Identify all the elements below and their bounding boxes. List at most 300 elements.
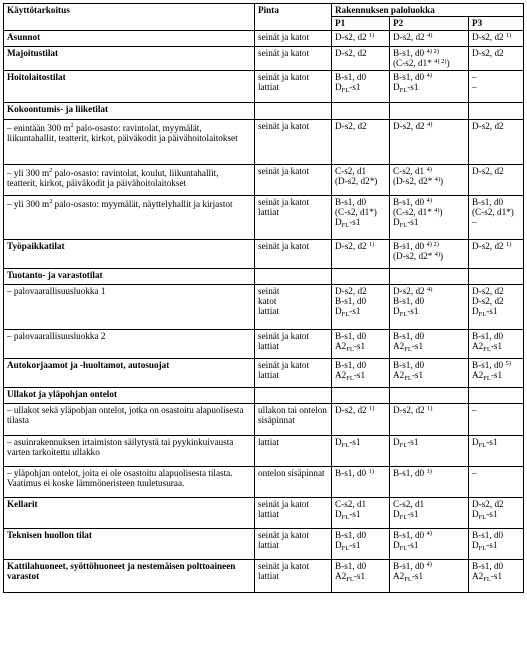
class-value-text: C-s2, d1 (393, 165, 427, 176)
table-row-majoitustilat (4, 46, 524, 70)
class-value-text: – (472, 82, 477, 93)
class-value (393, 341, 465, 354)
class-value-text: D-s2, d2 (335, 404, 369, 415)
class-value (472, 217, 520, 227)
subscript-text: FL (404, 576, 412, 584)
class-value-text: (C-s2, d1* (393, 58, 435, 69)
class-value-text: D-s2, d2 (335, 240, 369, 251)
class-value (335, 571, 386, 584)
class-value (472, 540, 520, 553)
surface-cell (255, 528, 332, 559)
header-use: Käyttötarkoitus (4, 4, 255, 31)
surface-text: seinät ja katot (258, 165, 310, 176)
class-value (393, 82, 465, 95)
class-value-tail: -s1 (407, 436, 419, 447)
class-value-text: D-s2, d2 (472, 165, 504, 176)
class-cell-p1 (332, 268, 390, 284)
subscript-text: FL (346, 375, 354, 383)
class-cell-p2 (390, 195, 469, 239)
surface-text: seinät ja katot (258, 359, 310, 370)
class-value-text: (D-s2, d2*) (335, 176, 378, 187)
class-value-text: B-s1, d0 (393, 467, 427, 478)
class-value (335, 370, 386, 383)
surface-cell (255, 329, 332, 358)
use-cell (4, 239, 255, 268)
table-row-tekninen (4, 528, 524, 559)
surface-cell (255, 164, 332, 195)
class-value-tail: -s1 (407, 82, 419, 93)
class-value (472, 509, 520, 522)
class-cell-p3 (469, 46, 524, 70)
footnote-ref: 4) (426, 71, 432, 79)
class-value-text: A2 (335, 341, 347, 352)
class-cell-p2 (390, 30, 469, 46)
class-value-text: D-s2, d2 (472, 120, 504, 131)
surface-text: lattiat (258, 540, 279, 551)
class-value-text: D-s2, d2 (472, 498, 504, 509)
class-value-text: D-s2, d2 (472, 296, 504, 307)
class-value (472, 437, 520, 447)
class-value (393, 197, 465, 207)
class-value-text: B-s1, d0 (393, 296, 425, 307)
class-value-tail: -s1 (486, 540, 498, 551)
class-value-text: – (472, 467, 477, 478)
class-value-text: C-s2, d1 (335, 165, 367, 176)
class-cell-p2 (390, 497, 469, 528)
class-value (335, 540, 386, 553)
class-value-tail: ) (439, 207, 443, 218)
subscript-text: FL (341, 514, 350, 522)
footnote-ref: 4) (426, 120, 433, 128)
footnote-ref: 4) (426, 196, 432, 204)
surface-cell (255, 358, 332, 387)
class-value (393, 121, 465, 131)
class-cell-p1 (332, 497, 390, 528)
surface-cell (255, 239, 332, 268)
class-cell-p3 (469, 528, 524, 559)
class-cell-p2 (390, 528, 469, 559)
class-value-text: A2 (335, 370, 347, 381)
surface-cell (255, 497, 332, 528)
subscript-text: FL (399, 87, 408, 95)
table-row-kokoontumis (4, 102, 524, 119)
table-row-palovaara2 (4, 329, 524, 358)
class-value (472, 468, 520, 478)
footnote-ref: 1) (426, 467, 432, 475)
class-cell-p1 (332, 284, 390, 329)
subscript-text: FL (341, 441, 350, 449)
class-value-text: (D-s2, d2* (393, 176, 435, 187)
class-value-text: D (393, 82, 400, 93)
class-value-text: (D-s2, d2* (393, 251, 435, 262)
class-cell-p2 (390, 268, 469, 284)
class-value (335, 82, 386, 95)
class-value (335, 176, 386, 186)
class-value (335, 331, 386, 341)
subscript-text: FL (341, 87, 350, 95)
class-value (472, 341, 520, 354)
class-value-text: D-s2, d2 (335, 31, 369, 42)
use-text: – yli 300 $m^2$ palo-osasto: ravintolat, koulut, liikuntahallit, teatterit, kirkot, päiväkodit ja päivähoitolaitokset (7, 166, 219, 189)
class-value (335, 296, 386, 306)
class-value (472, 561, 520, 571)
table-row-tuotanto (4, 268, 524, 284)
class-value (335, 32, 386, 42)
footnote-ref: 4) 2) (434, 58, 447, 66)
table-row-kok-yli300b (4, 195, 524, 239)
class-value-tail: -s1 (407, 306, 419, 317)
class-cell-p3 (469, 102, 524, 119)
surface-text: seinät ja katot (258, 498, 310, 509)
subscript-text: FL (399, 514, 408, 522)
table-row-ullakot-c (4, 466, 524, 497)
class-cell-p3 (469, 195, 524, 239)
table-row-palovaara1 (4, 284, 524, 329)
use-text: – enintään 300 $m^2$ palo-osasto: ravintolat, myymälät, liikuntahallit, teatterit, kirkot, päiväkodit ja päivähoitolaitokset (7, 121, 238, 144)
class-value (472, 207, 520, 217)
class-cell-p3 (469, 559, 524, 592)
class-value (472, 405, 520, 415)
class-value-text: D-s2, d2 (472, 47, 504, 58)
class-value (472, 72, 520, 82)
class-cell-p2 (390, 102, 469, 119)
class-value (335, 360, 386, 370)
class-value (393, 58, 465, 68)
subscript-text: FL (404, 346, 412, 354)
class-value (393, 251, 465, 261)
class-value (472, 32, 520, 42)
use-text: – yli 300 $m^2$ palo-osasto: myymälät, näyttelyhallit ja kirjastot (7, 197, 233, 209)
class-value-tail: -s1 (407, 509, 419, 520)
class-value-text: D (472, 509, 479, 520)
footnote-ref: 4) (434, 207, 440, 215)
use-text: Työpaikkatilat (7, 240, 65, 251)
class-cell-p3 (469, 119, 524, 164)
use-text: – palovaarallisuusluokka 1 (7, 285, 106, 296)
use-text: – palovaarallisuusluokka 2 (7, 330, 106, 341)
class-value-tail: -s1 (407, 217, 419, 228)
class-value-text: D-s2, d2 (335, 120, 367, 131)
class-cell-p1 (332, 358, 390, 387)
class-cell-p1 (332, 195, 390, 239)
class-value (393, 207, 465, 217)
class-value-text: B-s1, d0 (393, 529, 427, 540)
class-cell-p1 (332, 435, 390, 466)
subscript-text: FL (483, 346, 491, 354)
subscript-text: FL (478, 514, 487, 522)
class-cell-p1 (332, 466, 390, 497)
class-value-text: B-s1, d0 (335, 529, 367, 540)
class-cell-p3 (469, 164, 524, 195)
surface-cell (255, 70, 332, 102)
class-value-text: A2 (393, 370, 405, 381)
use-cell (4, 358, 255, 387)
subscript-text: FL (478, 441, 487, 449)
use-text: Ullakot ja yläpohjan ontelot (7, 388, 118, 399)
class-value-text: D-s2, d2 (335, 47, 367, 58)
class-value-text: D (335, 436, 342, 447)
class-value-text: A2 (335, 571, 347, 582)
class-value-text: D (472, 306, 479, 317)
table-row-autokorjaamot (4, 358, 524, 387)
footnote-ref: 4) (434, 251, 441, 259)
surface-text: ullakon tai ontelon sisäpinnat (258, 404, 327, 426)
table-row-ullakot-b (4, 435, 524, 466)
class-value-text: A2 (393, 341, 405, 352)
subscript-text: FL (341, 222, 350, 230)
class-cell-p2 (390, 435, 469, 466)
class-value-tail: -s1 (349, 509, 361, 520)
surface-cell (255, 195, 332, 239)
class-cell-p1 (332, 70, 390, 102)
class-cell-p2 (390, 466, 469, 497)
header-p2: P2 (390, 17, 469, 30)
class-value (472, 121, 520, 131)
exponent: 2 (49, 197, 53, 205)
class-value-text: D-s2, d2 (393, 120, 427, 131)
class-cell-p1 (332, 30, 390, 46)
class-cell-p3 (469, 435, 524, 466)
class-value-text: B-s1, d0 (393, 359, 425, 370)
class-cell-p2 (390, 358, 469, 387)
class-value-text: D-s2, d2 (472, 240, 506, 251)
subscript-text: FL (341, 545, 350, 553)
use-cell (4, 46, 255, 70)
subscript-text: FL (341, 311, 350, 319)
class-value-text: D (335, 306, 342, 317)
table-row-kattila (4, 559, 524, 592)
class-value-text: B-s1, d0 (335, 196, 367, 207)
use-text: Autokorjaamot ja -huoltamot, autosuojat (7, 359, 170, 370)
surface-text: seinät ja katot (258, 47, 310, 58)
table-row-asunnot (4, 30, 524, 46)
class-value-tail: -s1 (411, 341, 424, 352)
subscript-text: FL (478, 545, 487, 553)
surface-text: ontelon sisäpinnat (258, 467, 325, 478)
class-value-text: D (335, 509, 342, 520)
header-p3: P3 (469, 17, 524, 30)
class-value-tail: -s1 (353, 341, 366, 352)
class-value (335, 499, 386, 509)
use-cell (4, 102, 255, 119)
use-text: – asuinrakennuksen irtaimiston säilytystä tai pyykinkuivausta varten tarkoitettu ullakko (7, 436, 234, 458)
surface-text: lattiat (258, 571, 279, 582)
class-value-tail: -s1 (490, 370, 503, 381)
class-value (335, 48, 386, 58)
footnote-ref: 4) (426, 165, 432, 173)
class-value (335, 286, 386, 296)
use-cell (4, 435, 255, 466)
class-cell-p3 (469, 387, 524, 403)
class-value (393, 217, 465, 230)
surface-text: seinät ja katot (258, 330, 310, 341)
class-value (393, 509, 465, 522)
footnote-ref: 4) (426, 560, 432, 568)
class-value-tail: -s1 (486, 509, 498, 520)
class-value-tail: -s1 (353, 571, 366, 582)
class-value (335, 121, 386, 131)
class-value-text: A2 (472, 370, 484, 381)
class-cell-p1 (332, 119, 390, 164)
footnote-ref: 5) (505, 359, 511, 367)
class-value-text: D (472, 436, 479, 447)
class-value-text: B-s1, d0 (393, 71, 427, 82)
class-value-text: (C-s2, d1*) (472, 207, 514, 218)
table-row-hoitolaitostilat (4, 70, 524, 102)
class-value (393, 286, 465, 296)
class-value-tail: ) (446, 58, 450, 69)
class-value-text: (C-s2, d1* (393, 207, 435, 218)
class-value (472, 48, 520, 58)
class-cell-p2 (390, 559, 469, 592)
class-value-tail: -s1 (490, 341, 503, 352)
use-text: Tuotanto- ja varastotilat (7, 269, 103, 280)
use-cell (4, 284, 255, 329)
class-value (393, 370, 465, 383)
class-value-text: B-s1, d0 (393, 240, 427, 251)
class-value-text: B-s1, d0 (335, 330, 367, 341)
class-value (335, 561, 386, 571)
class-cell-p2 (390, 164, 469, 195)
class-value-text: (C-s2, d1*) (335, 207, 377, 218)
class-value (393, 32, 465, 42)
class-cell-p1 (332, 164, 390, 195)
class-value-text: D-s2, d2 (393, 31, 427, 42)
use-cell (4, 164, 255, 195)
class-value (335, 241, 386, 251)
class-value (335, 405, 386, 415)
footnote-ref: 1) (368, 31, 375, 39)
use-cell (4, 528, 255, 559)
table-row-kellarit (4, 497, 524, 528)
subscript-text: FL (483, 576, 491, 584)
use-cell (4, 329, 255, 358)
class-value-text: B-s1, d0 (472, 560, 504, 571)
subscript-text: FL (346, 576, 354, 584)
class-value-tail: -s1 (349, 436, 361, 447)
class-value-text: B-s1, d0 (393, 47, 427, 58)
class-value-text: A2 (472, 571, 484, 582)
use-cell (4, 497, 255, 528)
class-value-text: B-s1, d0 (472, 330, 504, 341)
surface-text: katot (258, 296, 277, 307)
surface-text: seinät ja katot (258, 560, 310, 571)
surface-cell (255, 435, 332, 466)
class-value-text: B-s1, d0 (472, 359, 506, 370)
surface-text: lattiat (258, 306, 279, 317)
class-cell-p3 (469, 284, 524, 329)
class-value-tail: -s1 (411, 571, 424, 582)
subscript-text: FL (399, 222, 408, 230)
class-value (335, 509, 386, 522)
class-value (472, 306, 520, 319)
surface-text: seinät ja katot (258, 120, 310, 131)
class-value-text: D (335, 217, 342, 228)
surface-text: lattiat (258, 341, 279, 352)
exponent: 2 (70, 121, 74, 129)
class-value-text: D (393, 540, 400, 551)
surface-cell (255, 268, 332, 284)
class-value (393, 530, 465, 540)
subscript-text: FL (399, 441, 408, 449)
class-value (472, 331, 520, 341)
class-value-text: D-s2, d2 (393, 404, 427, 415)
surface-cell (255, 46, 332, 70)
use-cell (4, 30, 255, 46)
class-value-tail: ) (440, 251, 444, 262)
use-cell (4, 195, 255, 239)
use-text: Hoitolaitostilat (7, 71, 66, 82)
class-value (335, 530, 386, 540)
subscript-text: FL (483, 375, 491, 383)
class-value (472, 360, 520, 370)
use-cell (4, 268, 255, 284)
surface-cell (255, 30, 332, 46)
class-value (472, 166, 520, 176)
class-value-text: D-s2, d2 (335, 285, 367, 296)
class-value-text: D (335, 540, 342, 551)
header-p1: P1 (332, 17, 390, 30)
use-text: – ullakot sekä yläpohjan ontelot, jotka on osastoitu alapuolisesta tilasta (7, 404, 244, 426)
class-value (393, 571, 465, 584)
class-value (393, 176, 465, 186)
class-value-text: B-s1, d0 (393, 560, 427, 571)
surface-cell (255, 559, 332, 592)
use-text: Kattilahuoneet, syöttöhuoneet ja nestemäisen polttoaineen varastot (7, 560, 236, 582)
table-row-tyopaikkatilat (4, 239, 524, 268)
use-text: Majoitustilat (7, 47, 59, 58)
footnote-ref: 1) (505, 240, 512, 248)
surface-text: seinät (258, 285, 280, 296)
class-value-tail: -s1 (353, 370, 366, 381)
class-value-text: B-s1, d0 (335, 467, 369, 478)
footnote-ref: 4) (426, 31, 433, 39)
class-value-tail: -s1 (490, 571, 503, 582)
class-cell-p3 (469, 239, 524, 268)
class-value-text: C-s2, d1 (335, 498, 367, 509)
class-value (393, 437, 465, 447)
class-value (335, 306, 386, 319)
class-value (472, 571, 520, 584)
class-value (472, 241, 520, 251)
surface-cell (255, 403, 332, 435)
class-value-text: D-s2, d2 (393, 285, 427, 296)
class-value-tail: -s1 (486, 306, 498, 317)
surface-text: lattiat (258, 370, 279, 381)
class-value (393, 360, 465, 370)
class-value (393, 241, 465, 251)
class-cell-p1 (332, 387, 390, 403)
class-value-text: D-s2, d2 (472, 285, 504, 296)
surface-text: lattiat (258, 82, 279, 93)
class-value-text: D (335, 82, 342, 93)
class-value-tail: -s1 (349, 306, 361, 317)
class-cell-p2 (390, 387, 469, 403)
subscript-text: FL (346, 346, 354, 354)
class-value (393, 468, 465, 478)
class-cell-p3 (469, 30, 524, 46)
class-cell-p2 (390, 119, 469, 164)
class-value (335, 197, 386, 207)
class-value (393, 499, 465, 509)
surface-text: seinät ja katot (258, 196, 310, 207)
class-value-text: – (472, 217, 477, 228)
use-cell (4, 119, 255, 164)
class-cell-p3 (469, 358, 524, 387)
class-cell-p2 (390, 239, 469, 268)
subscript-text: FL (404, 375, 412, 383)
use-cell (4, 403, 255, 435)
